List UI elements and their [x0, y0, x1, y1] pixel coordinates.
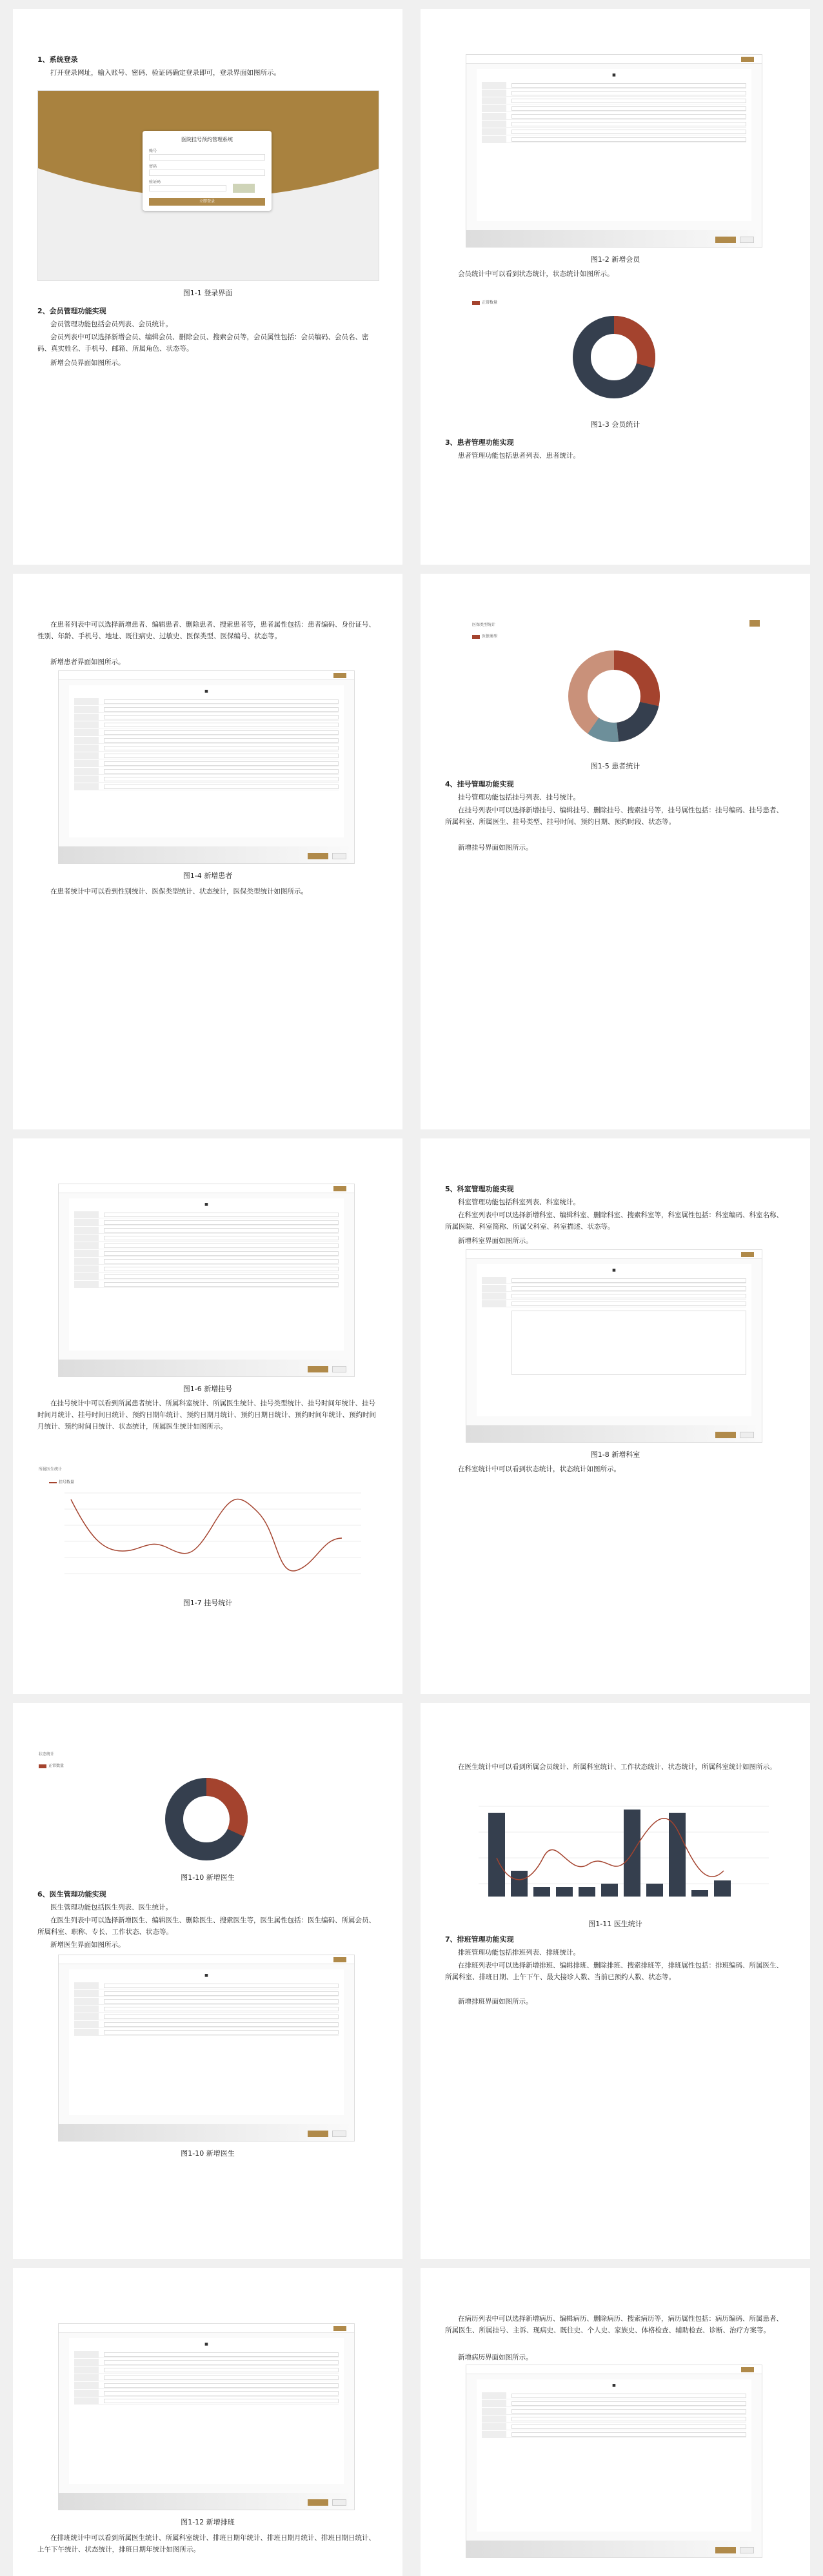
save-button[interactable]: [715, 1432, 736, 1438]
member-status-donut: [569, 312, 659, 402]
stat-filter-label: 医保类型统计: [472, 623, 496, 627]
login-code-label: 验证码: [149, 180, 161, 184]
page-1: [13, 9, 402, 565]
password-input[interactable]: [149, 170, 265, 176]
page-3: [13, 574, 402, 1129]
login-user-label: 账号: [149, 149, 157, 153]
caption: 图1-4 新增患者: [183, 872, 233, 880]
rich-text-editor[interactable]: [511, 1311, 746, 1375]
heading-dept: 5、科室管理功能实现: [445, 1185, 514, 1193]
login-pwd-label: 密码: [149, 164, 157, 169]
heading-schedule: 7、排班管理功能实现: [445, 1935, 514, 1944]
cancel-button[interactable]: [740, 1432, 754, 1438]
save-button[interactable]: [308, 2131, 328, 2137]
text: 在医生统计中可以看到所属会员统计、所属科室统计、工作状态统计、状态统计，所属科室统计如图所示。: [458, 1763, 777, 1771]
text: 在医生列表中可以选择新增医生、编辑医生、删除医生、搜索医生等，医生属性包括：医生编码、所属会员、所属科室、职称、专长、工作状态、状态等。: [37, 1917, 375, 1936]
caption: 图1-7 挂号统计: [183, 1599, 233, 1607]
text: 医生管理功能包括医生列表、医生统计。: [50, 1904, 172, 1911]
caption: 图1-3 会员统计: [590, 420, 640, 429]
text: 患者管理功能包括患者列表、患者统计。: [458, 452, 580, 460]
page-5: [13, 1138, 402, 1694]
stat-filter-label: 所属医生统计: [39, 1467, 63, 1472]
login-screenshot: [37, 90, 379, 281]
doctor-bar-chart: [459, 1793, 775, 1909]
page-7: [13, 1703, 402, 2259]
chart-legend: 正常数量: [39, 1762, 64, 1768]
heading-register: 4、挂号管理功能实现: [445, 780, 514, 788]
caption: 图1-5 患者统计: [590, 762, 640, 770]
text: 会员列表中可以选择新增会员、编辑会员、删除会员、搜索会员等，会员属性包括：会员编码、会员名、密码、真实姓名、手机号、邮箱、所属角色、状态等。: [37, 333, 369, 353]
captcha-input[interactable]: [149, 185, 226, 191]
heading-doctor: 6、医生管理功能实现: [37, 1890, 106, 1898]
text: 新增医生界面如图所示。: [50, 1941, 125, 1949]
add-member-screenshot: ■: [466, 54, 762, 248]
save-button[interactable]: [308, 2499, 328, 2506]
heading-patient: 3、患者管理功能实现: [445, 438, 514, 447]
save-button[interactable]: [715, 237, 736, 243]
patient-insurance-donut: [562, 645, 666, 748]
caption: 图1-11 医生统计: [588, 1920, 642, 1928]
save-button[interactable]: [308, 1366, 328, 1372]
text: 在排班列表中可以选择新增排班、编辑排班、删除排班、搜索排班等，排班属性包括：排班编码、所属医生、所属科室、排班日期、上午下午、最大接诊人数、当前已预约人数、状态等。: [445, 1962, 783, 1981]
text: 在排班统计中可以看到所属医生统计、所属科室统计、排班日期年统计、排班日期月统计、排班日期日统计、上午下午统计、状态统计，排班日期年统计如图所示。: [37, 2534, 375, 2553]
page-2: [421, 9, 810, 565]
add-register-screenshot: ■: [58, 1184, 355, 1377]
chart-legend: 正常数量: [472, 299, 497, 305]
caption: 图1-10 新增医生: [181, 1873, 235, 1882]
cancel-button[interactable]: [740, 237, 754, 243]
add-dept-screenshot: ■: [466, 1249, 762, 1443]
page-8: [421, 1703, 810, 2259]
text: 打开登录网址，输入账号、密码、验证码确定登录即可，登录界面如图所示。: [50, 69, 281, 77]
heading-member: 2、会员管理功能实现: [37, 307, 106, 315]
login-box: [143, 131, 272, 211]
caption: 图1-6 新增挂号: [183, 1385, 233, 1393]
add-schedule-screenshot: ■: [58, 2323, 355, 2510]
text: 在挂号列表中可以选择新增挂号、编辑挂号、删除挂号、搜索挂号等，挂号属性包括：挂号编码、挂号患者、所属科室、所属医生、挂号类型、挂号时间、预约日期、预约时段、状态等。: [445, 806, 783, 826]
add-doctor-screenshot: ■: [58, 1955, 355, 2142]
page-4: [421, 574, 810, 1129]
captcha-image[interactable]: [233, 184, 255, 193]
add-patient-screenshot: ■: [58, 670, 355, 864]
text: 新增患者界面如图所示。: [50, 658, 125, 666]
text: 新增会员界面如图所示。: [50, 359, 125, 367]
caption: 图1-10 新增医生: [181, 2149, 235, 2158]
cancel-button[interactable]: [332, 853, 346, 859]
cancel-button[interactable]: [332, 1366, 346, 1372]
text: 在科室统计中可以看到状态统计，状态统计如图所示。: [458, 1465, 620, 1473]
text: 新增病历界面如图所示。: [458, 2354, 533, 2361]
login-title: 医院挂号预约管理系统: [181, 137, 233, 142]
page-10: [421, 2268, 810, 2576]
text: 在患者统计中可以看到性别统计、医保类型统计、状态统计，医保类型统计如图所示。: [50, 888, 308, 895]
save-button[interactable]: [308, 853, 328, 859]
page-6: [421, 1138, 810, 1694]
text: 在科室列表中可以选择新增科室、编辑科室、删除科室、搜索科室等，科室属性包括：科室编码、科室名称、所属医院、科室简称、所属父科室、科室描述、状态等。: [445, 1211, 783, 1231]
caption: 图1-2 新增会员: [590, 255, 640, 264]
caption: 图1-1 登录界面: [183, 289, 233, 297]
cancel-button[interactable]: [332, 2499, 346, 2506]
page-9: [13, 2268, 402, 2576]
text: 在挂号统计中可以看到所属患者统计、所属科室统计、所属医生统计、挂号类型统计、挂号时间年统计、挂号时间月统计、挂号时间日统计、预约日期年统计、预约日期月统计、预约日期日统计、预约时间年统计、预约时间月统计、预约时间日统计、状态统计，所属医生统计如图所示。: [37, 1400, 376, 1430]
add-record-screenshot: ■: [466, 2365, 762, 2558]
username-input[interactable]: [149, 154, 265, 161]
text: 在病历列表中可以选择新增病历、编辑病历、删除病历、搜索病历等，病历属性包括：病历编码、所属患者、所属医生、所属挂号、主诉、现病史、既往史、个人史、家族史、体格检查、辅助检查、诊断、治疗方案等。: [445, 2315, 783, 2334]
cancel-button[interactable]: [740, 2547, 754, 2553]
text: 排班管理功能包括排班列表、排班统计。: [458, 1949, 580, 1956]
login-button[interactable]: 立即登录: [149, 198, 265, 206]
heading-login: 1、系统登录: [37, 55, 78, 64]
text: 挂号管理功能包括挂号列表、挂号统计。: [458, 794, 580, 801]
dept-status-donut: [161, 1774, 252, 1864]
text: 会员统计中可以看到状态统计，状态统计如图所示。: [458, 270, 614, 278]
save-button[interactable]: [715, 2547, 736, 2553]
text: 在患者列表中可以选择新增患者、编辑患者、删除患者、搜索患者等，患者属性包括：患者编码、身份证号、性别、年龄、手机号、地址、既往病史、过敏史、医保类型、医保编号、状态等。: [37, 621, 375, 640]
text: 科室管理功能包括科室列表、科室统计。: [458, 1198, 580, 1206]
cancel-button[interactable]: [332, 2131, 346, 2137]
stat-filter-label: 状态统计: [39, 1752, 55, 1757]
search-button[interactable]: [749, 620, 760, 627]
chart-legend: 挂号数量: [49, 1479, 74, 1485]
chart-legend: 医保类型: [472, 633, 497, 639]
register-line-chart: [45, 1487, 368, 1590]
caption: 图1-8 新增科室: [590, 1450, 640, 1459]
text: 会员管理功能包括会员列表、会员统计。: [50, 320, 172, 328]
text: 新增排班界面如图所示。: [458, 1998, 533, 2005]
caption: 图1-12 新增排班: [181, 2518, 235, 2526]
text: 新增挂号界面如图所示。: [458, 844, 533, 852]
text: 新增科室界面如图所示。: [458, 1237, 533, 1245]
